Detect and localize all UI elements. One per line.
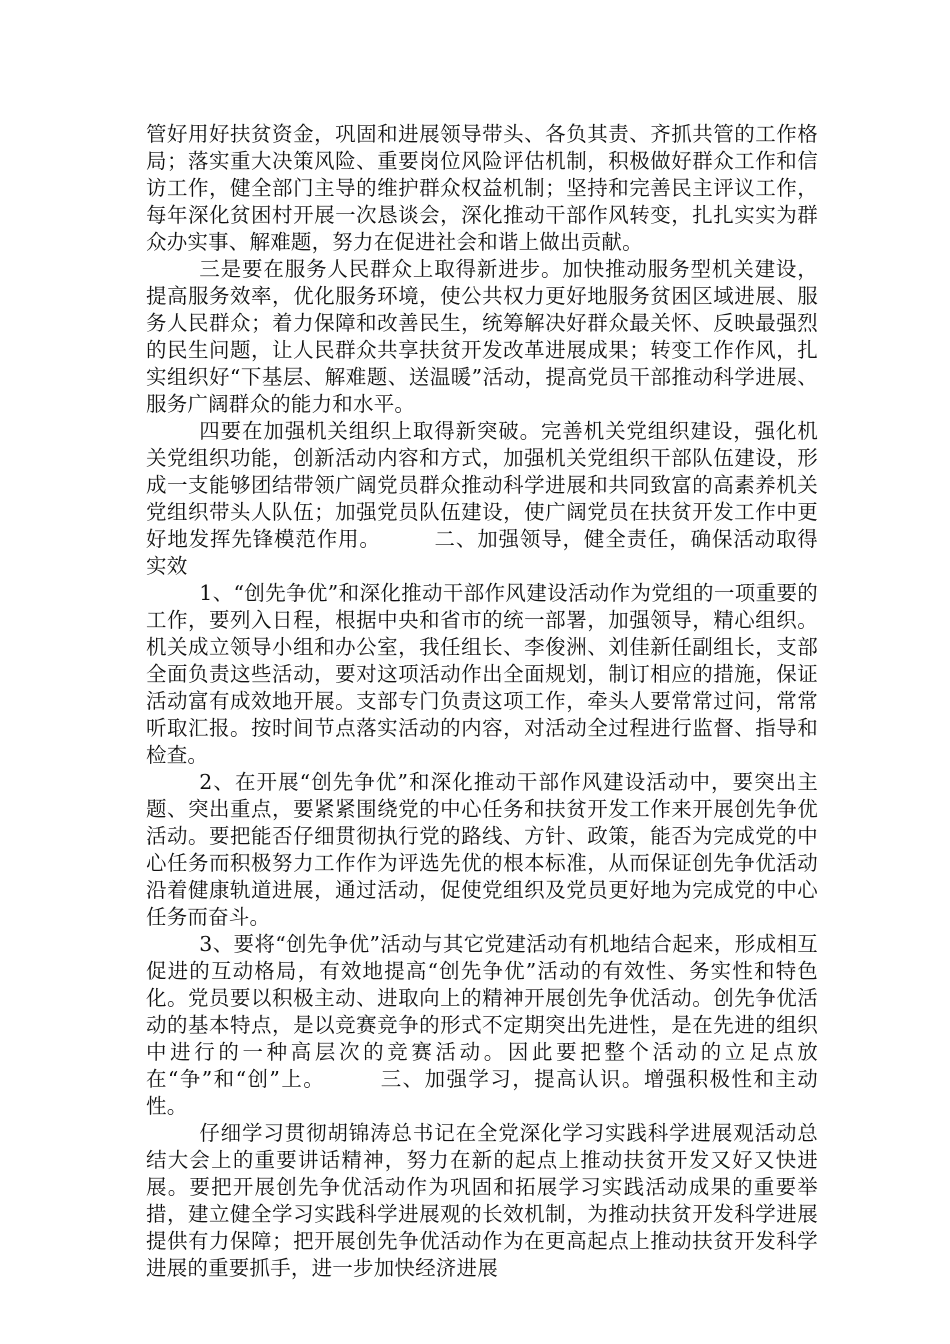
paragraph: [146, 418, 818, 580]
paragraph: 三是要在服务人民群众上取得新进步。加快推动服务型机关建设，提高服务效率，优化服务环境，使公共权力更好地服务贫困区域进展、服务人民群众；着力保障和改善民生，统筹解决好群众最关怀、反映最强烈的民生问题，让人民群众共享扶贫开发改革进展成果；转变工作作风，扎实组织好“下基层、解难题、送温暖”活动，提高党员干部推动科学进展、服务广阔群众的能力和水平。: [146, 257, 818, 416]
paragraph-text: 3、要将“创先争优”活动与其它党建活动有机地结合起来，形成相互促进的互动格局，有效地提高“创先争优”活动的有效性、务实性和特色化。党员要以积极主动、进取向上的精神开展创先争优活动。创先争优活动的基本特点，是以竞赛竞争的形式不定期突出先进性，是在先进的组织中进行的一种高层次的竞赛活动。因此要把整个活动的立足点放在“争”和“创”上。: [146, 932, 818, 1091]
paragraph-text: 四要在加强机关组织上取得新突破。完善机关党组织建设，强化机关党组织功能，创新活动内容和方式，加强机关党组织干部队伍建设，形成一支能够团结带领广阔党员群众推动科学进展和共同致富的高素养机关党组织带头人队伍；加强党员队伍建设，使广阔党员在扶贫开发工作中更好地发挥先锋模范作用。: [146, 419, 818, 551]
paragraph: 仔细学习贯彻胡锦涛总书记在全党深化学习实践科学进展观活动总结大会上的重要讲话精神，努力在新的起点上推动扶贫开发又好又快进展。要把开展创先争优活动作为巩固和拓展学习实践活动成果的重要举措，建立健全学习实践科学进展观的长效机制，为推动扶贫开发科学进展提供有力保障；把开展创先争优活动作为在更高起点上推动扶贫开发科学进展的重要抓手，进一步加快经济进展: [146, 1121, 818, 1280]
document-body: [146, 121, 818, 1282]
paragraph: 2、在开展“创先争优”和深化推动干部作风建设活动中，要突出主题、突出重点，要紧紧围绕党的中心任务和扶贫开发工作来开展创先争优活动。要把能否仔细贯彻执行党的路线、方针、政策，能否为完成党的中心任务而积极努力工作作为评选先优的根本标准，从而保证创先争优活动沿着健康轨道进展，通过活动，促使党组织及党员更好地为完成党的中心任务而奋斗。: [146, 770, 818, 929]
paragraph: 1、“创先争优”和深化推动干部作风建设活动作为党组的一项重要的工作，要列入日程，根据中央和省市的统一部署，加强领导，精心组织。机关成立领导小组和办公室，我任组长、李俊洲、刘佳新任副组长，支部全面负责这些活动，要对这项活动作出全面规划，制订相应的措施，保证活动富有成效地开展。支部专门负责这项工作，牵头人要常常过问，常常听取汇报。按时间节点落实活动的内容，对活动全过程进行监督、指导和检查。: [146, 581, 818, 767]
paragraph: [146, 931, 818, 1120]
paragraph: 管好用好扶贫资金，巩固和进展领导带头、各负其责、齐抓共管的工作格局；落实重大决策风险、重要岗位风险评估机制，积极做好群众工作和信访工作，健全部门主导的维护群众权益机制；坚持和完善民主评议工作，每年深化贫困村开展一次恳谈会，深化推动干部作风转变，扎扎实实为群众办实事、解难题，努力在促进社会和谐上做出贡献。: [146, 122, 818, 254]
section-heading: 三、加强学习，提高认识。增强积极性和主动性。: [146, 1067, 818, 1118]
section-heading: 二、加强领导，健全责任，确保活动取得实效: [146, 527, 819, 578]
